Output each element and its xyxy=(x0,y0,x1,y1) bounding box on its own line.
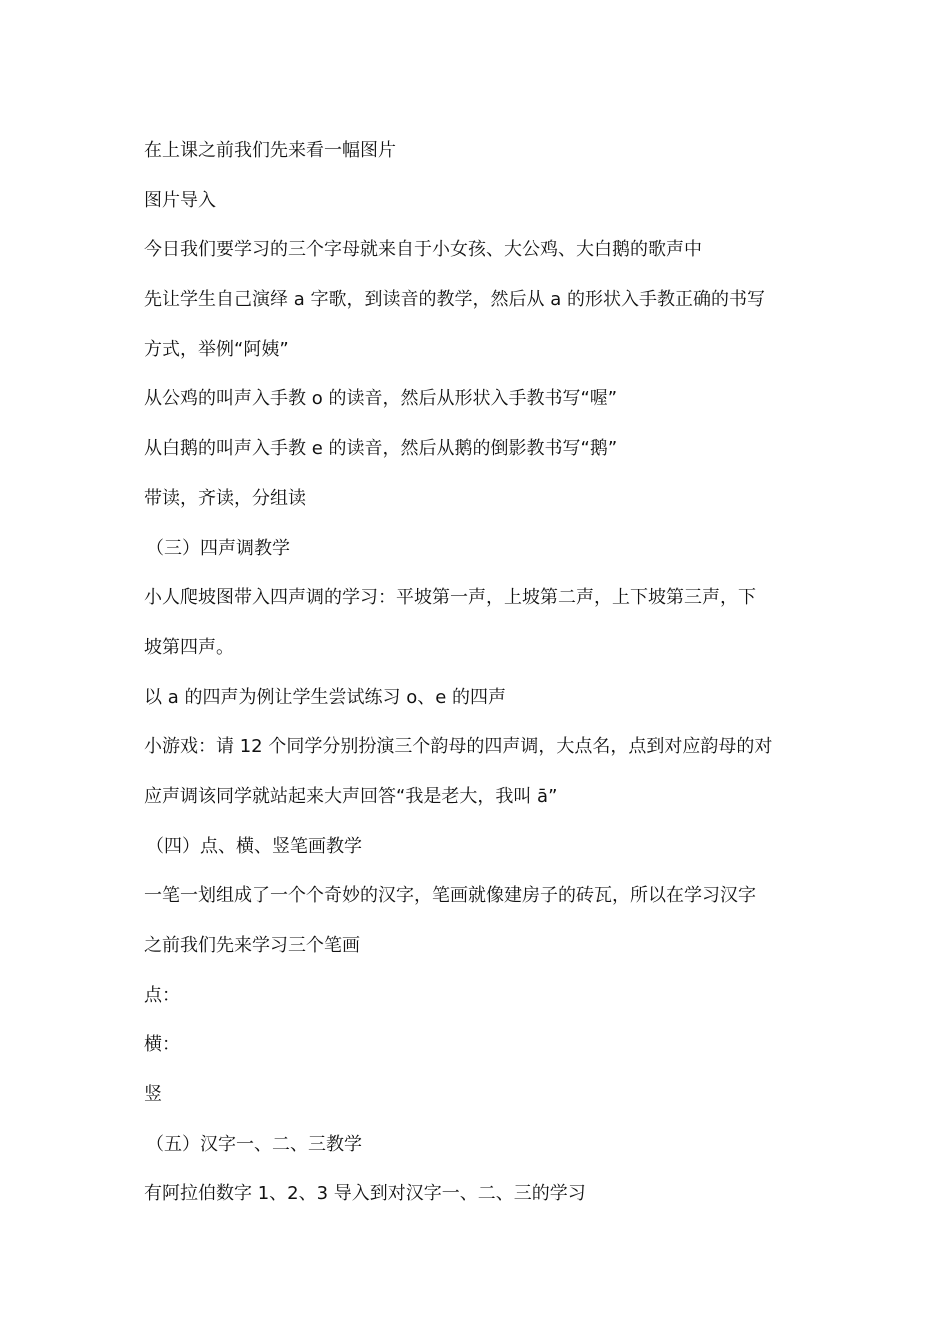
paragraph-strokes-cont: 之前我们先来学习三个笔画 xyxy=(144,935,360,956)
section-heading-strokes: （四）点、横、竖笔画教学 xyxy=(146,835,362,857)
paragraph-game: 小游戏：请 12 个同学分别扮演三个韵母的四声调，大点名，点到对应韵母的对 xyxy=(144,736,773,758)
document-body xyxy=(144,126,824,1219)
paragraph-three-letters: 今日我们要学习的三个字母就来自于小女孩、大公鸡、大白鹅的歌声中 xyxy=(144,239,702,261)
paragraph-tones-slope: 小人爬坡图带入四声调的学习：平坡第一声，上坡第二声，上下坡第三声，下 xyxy=(144,587,756,609)
paragraph-letter-a-cont: 方式，举例“阿姨” xyxy=(144,338,289,360)
paragraph-reading: 带读，齐读，分组读 xyxy=(144,487,306,509)
stroke-horizontal-label: 横： xyxy=(144,1034,180,1056)
paragraph-tones-practice: 以 a 的四声为例让学生尝试练习 o、e 的四声 xyxy=(144,686,507,708)
paragraph-game-cont: 应声调该同学就站起来大声回答“我是老大，我叫 ā” xyxy=(144,785,558,807)
stroke-dot-label: 点： xyxy=(144,984,180,1006)
stroke-vertical-label: 竖 xyxy=(144,1084,162,1106)
paragraph-intro: 在上课之前我们先来看一幅图片 xyxy=(144,140,396,161)
section-heading-tones: （三）四声调教学 xyxy=(146,537,290,559)
paragraph-letter-e: 从白鹅的叫声入手教 e 的读音，然后从鹅的倒影教书写“鹅” xyxy=(144,438,618,460)
paragraph-image-lead-in: 图片导入 xyxy=(144,189,216,211)
paragraph-tones-slope-cont: 坡第四声。 xyxy=(144,636,234,658)
paragraph-strokes: 一笔一划组成了一个个奇妙的汉字，笔画就像建房子的砖瓦，所以在学习汉字 xyxy=(144,885,756,907)
section-heading-characters: （五）汉字一、二、三教学 xyxy=(146,1133,362,1155)
paragraph-characters: 有阿拉伯数字 1、2、3 导入到对汉字一、二、三的学习 xyxy=(144,1183,586,1205)
paragraph-letter-a: 先让学生自己演绎 a 字歌，到读音的教学，然后从 a 的形状入手教正确的书写 xyxy=(144,289,765,311)
paragraph-letter-o: 从公鸡的叫声入手教 o 的读音，然后从形状入手教书写“喔” xyxy=(144,388,618,410)
